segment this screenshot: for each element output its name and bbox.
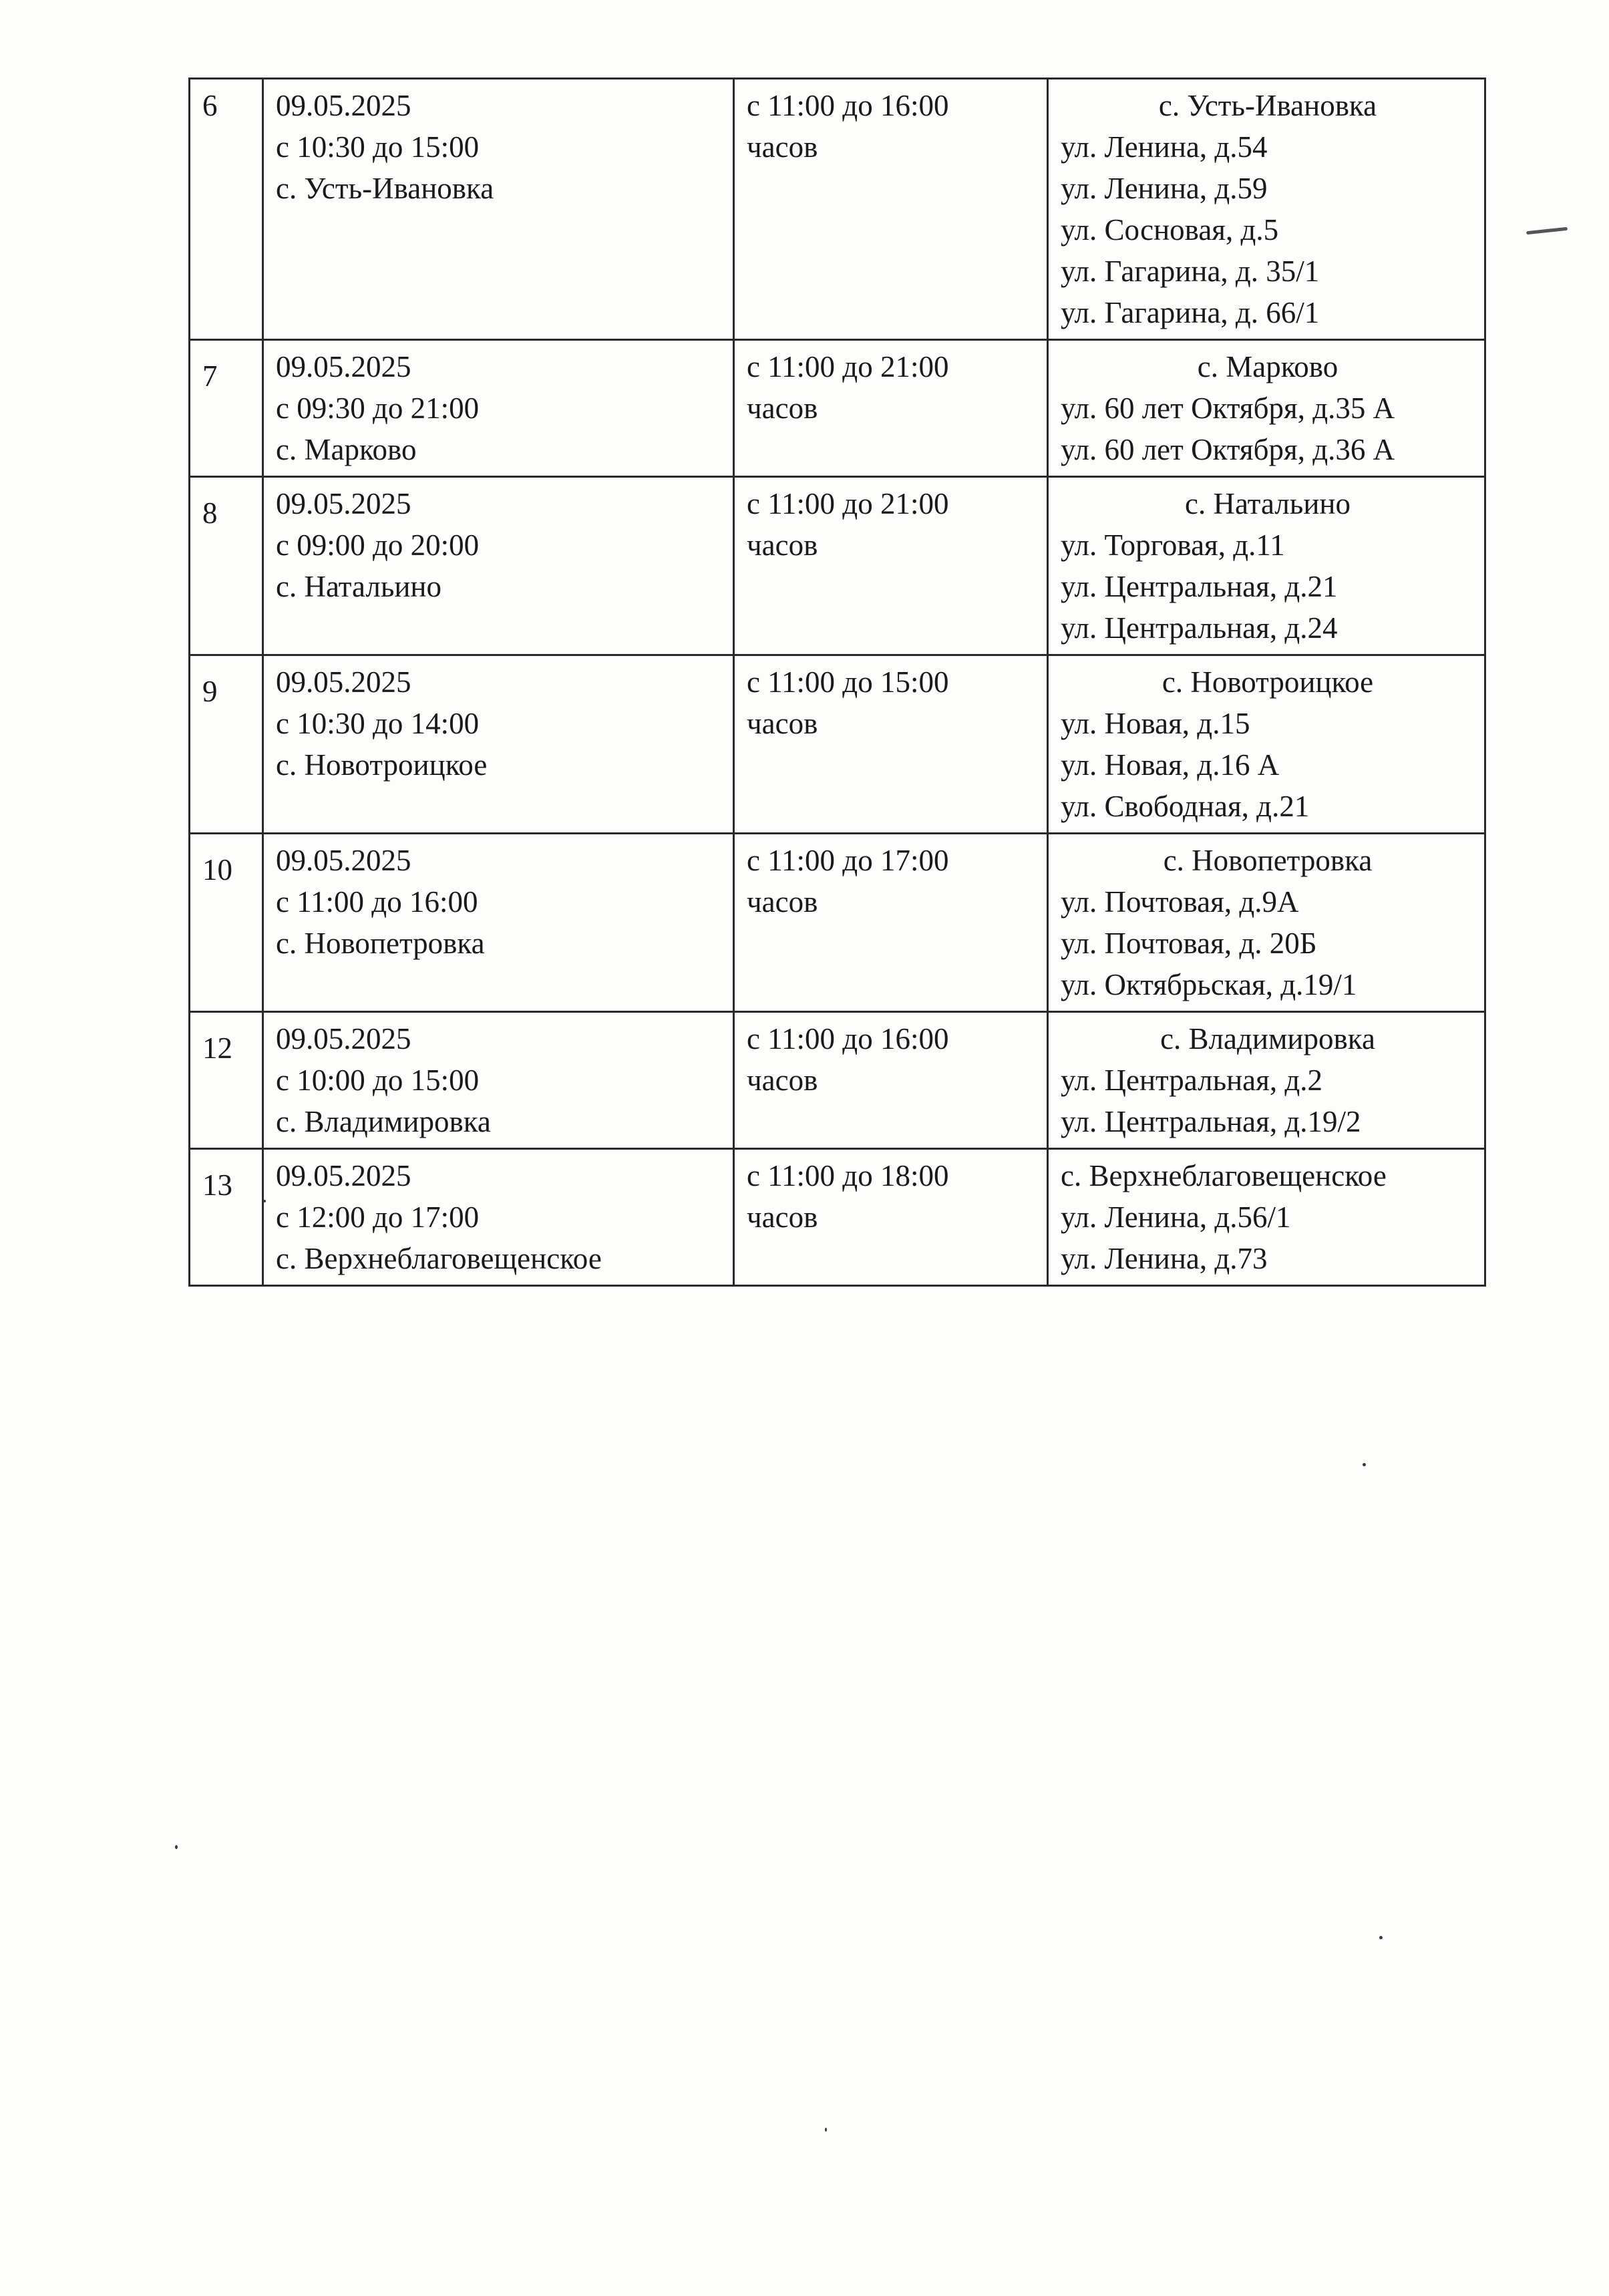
address-line: ул. Почтовая, д.9А <box>1061 885 1299 919</box>
table-row <box>190 834 1485 1012</box>
address-line: ул. 60 лет Октября, д.36 А <box>1061 433 1395 466</box>
address-line: ул. Почтовая, д. 20Б <box>1061 927 1317 960</box>
address-line: ул. Ленина, д.59 <box>1061 172 1268 205</box>
event-date: 09.05.2025 <box>276 350 411 383</box>
event-hours: с 09:30 до 21:00 <box>276 391 480 425</box>
scan-speck <box>1363 1463 1366 1466</box>
row-number: 13 <box>190 1149 263 1286</box>
address-cell <box>1048 655 1485 834</box>
time-unit: часов <box>747 885 818 919</box>
scan-speck <box>263 1200 266 1202</box>
time-range: с 11:00 до 17:00 <box>747 844 949 877</box>
table-row <box>190 79 1485 340</box>
address-line: ул. Сосновая, д.5 <box>1061 213 1279 247</box>
address-line: ул. Ленина, д.54 <box>1061 130 1268 164</box>
time-unit: часов <box>747 1200 818 1234</box>
row-number: 10 <box>190 834 263 1012</box>
event-hours: с 10:30 до 14:00 <box>276 707 480 740</box>
village-name: с. Верхнеблаговещенское <box>1061 1159 1387 1192</box>
event-place: с. Владимировка <box>276 1105 491 1138</box>
event-place: с. Усть-Ивановка <box>276 172 494 205</box>
time-range: с 11:00 до 21:00 <box>747 487 949 520</box>
village-name: с. Усть-Ивановка <box>1158 89 1377 122</box>
event-hours: с 12:00 до 17:00 <box>276 1200 480 1234</box>
address-line: ул. Ленина, д.56/1 <box>1061 1200 1291 1234</box>
event-hours: с 09:00 до 20:00 <box>276 528 480 562</box>
address-line: ул. Центральная, д.24 <box>1061 611 1338 645</box>
address-cell <box>1048 1149 1485 1286</box>
village-name: с. Марково <box>1197 350 1338 383</box>
event-date: 09.05.2025 <box>276 1159 411 1192</box>
event-hours: с 10:00 до 15:00 <box>276 1063 480 1097</box>
table-row <box>190 1012 1485 1149</box>
event-hours: с 11:00 до 16:00 <box>276 885 478 919</box>
time-unit: часов <box>747 130 818 164</box>
table-row <box>190 340 1485 477</box>
address-line: ул. Гагарина, д. 66/1 <box>1061 296 1320 329</box>
time-unit: часов <box>747 391 818 425</box>
time-range: с 11:00 до 16:00 <box>747 89 949 122</box>
time-cell <box>734 655 1048 834</box>
event-place: с. Натальино <box>276 570 442 603</box>
time-range: с 11:00 до 21:00 <box>747 350 949 383</box>
time-unit: часов <box>747 707 818 740</box>
address-line: ул. Центральная, д.19/2 <box>1061 1105 1361 1138</box>
address-line: ул. Новая, д.15 <box>1061 707 1250 740</box>
village-name: с. Натальино <box>1184 487 1351 520</box>
address-cell <box>1048 79 1485 340</box>
address-line: ул. Новая, д.16 А <box>1061 748 1280 782</box>
time-cell <box>734 834 1048 1012</box>
address-cell <box>1048 834 1485 1012</box>
event-place: с. Марково <box>276 433 417 466</box>
date-cell <box>263 477 734 655</box>
time-cell <box>734 79 1048 340</box>
event-date: 09.05.2025 <box>276 89 411 122</box>
address-line: ул. Центральная, д.2 <box>1061 1063 1322 1097</box>
scan-speck <box>1379 1936 1383 1939</box>
time-range: с 11:00 до 15:00 <box>747 665 949 699</box>
table-row <box>190 477 1485 655</box>
table-row <box>190 1149 1485 1286</box>
table-row <box>190 655 1485 834</box>
row-number: 12 <box>190 1012 263 1149</box>
time-range: с 11:00 до 18:00 <box>747 1159 949 1192</box>
schedule-table <box>188 77 1486 1287</box>
scan-speck <box>825 2128 827 2132</box>
time-cell <box>734 340 1048 477</box>
address-cell <box>1048 340 1485 477</box>
event-date: 09.05.2025 <box>276 844 411 877</box>
date-cell <box>263 655 734 834</box>
event-date: 09.05.2025 <box>276 665 411 699</box>
scan-speck <box>175 1845 178 1849</box>
event-place: с. Верхнеблаговещенское <box>276 1242 602 1275</box>
address-line: ул. 60 лет Октября, д.35 А <box>1061 391 1395 425</box>
time-cell <box>734 1149 1048 1286</box>
row-number: 7 <box>190 340 263 477</box>
event-hours: с 10:30 до 15:00 <box>276 130 480 164</box>
date-cell <box>263 1149 734 1286</box>
time-range: с 11:00 до 16:00 <box>747 1022 949 1055</box>
time-unit: часов <box>747 528 818 562</box>
date-cell <box>263 79 734 340</box>
address-line: ул. Торговая, д.11 <box>1061 528 1285 562</box>
address-cell <box>1048 1012 1485 1149</box>
date-cell <box>263 834 734 1012</box>
event-date: 09.05.2025 <box>276 487 411 520</box>
scan-mark <box>1526 227 1568 234</box>
address-line: ул. Ленина, д.73 <box>1061 1242 1268 1275</box>
address-line: ул. Свободная, д.21 <box>1061 790 1310 823</box>
event-date: 09.05.2025 <box>276 1022 411 1055</box>
event-place: с. Новопетровка <box>276 927 485 960</box>
date-cell <box>263 340 734 477</box>
address-line: ул. Гагарина, д. 35/1 <box>1061 255 1320 288</box>
address-line: ул. Октябрьская, д.19/1 <box>1061 968 1357 1001</box>
village-name: с. Новотроицкое <box>1161 665 1374 699</box>
row-number: 6 <box>190 79 263 340</box>
time-cell <box>734 1012 1048 1149</box>
row-number: 8 <box>190 477 263 655</box>
village-name: с. Новопетровка <box>1163 844 1373 877</box>
time-cell <box>734 477 1048 655</box>
time-unit: часов <box>747 1063 818 1097</box>
date-cell <box>263 1012 734 1149</box>
address-line: ул. Центральная, д.21 <box>1061 570 1338 603</box>
address-cell <box>1048 477 1485 655</box>
village-name: с. Владимировка <box>1160 1022 1375 1055</box>
row-number: 9 <box>190 655 263 834</box>
event-place: с. Новотроицкое <box>276 748 488 782</box>
